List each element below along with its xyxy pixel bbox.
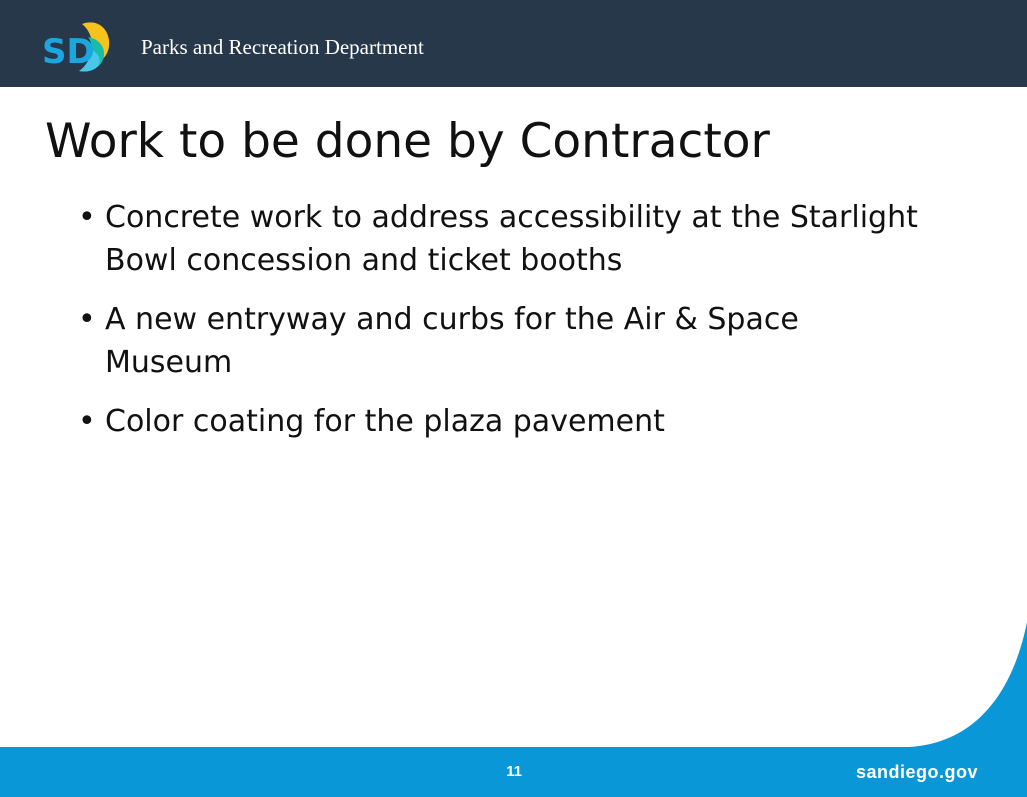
bullet-list [78,196,918,459]
bullet-marker: • [78,200,96,235]
bullet-text: Color coating for the plaza pavement [105,404,665,439]
bullet-marker: • [78,302,96,337]
bullet-item [78,196,918,282]
slide-header [0,0,1027,87]
department-name: Parks and Recreation Department [141,35,424,59]
slide-title: Work to be done by Contractor [45,114,770,169]
logo-text: SD [42,32,95,72]
website-label: sandiego.gov [855,762,978,782]
bullet-item [78,298,918,384]
bullet-marker: • [78,404,96,439]
bullet-text: A new entryway and curbs for the Air & Space Museum [105,302,799,380]
bullet-text: Concrete work to address accessibility at the Starlight Bowl concession and ticket booths [105,200,918,278]
city-logo-icon [40,16,112,74]
bullet-item [78,400,918,443]
page-number: 11 [506,763,522,780]
